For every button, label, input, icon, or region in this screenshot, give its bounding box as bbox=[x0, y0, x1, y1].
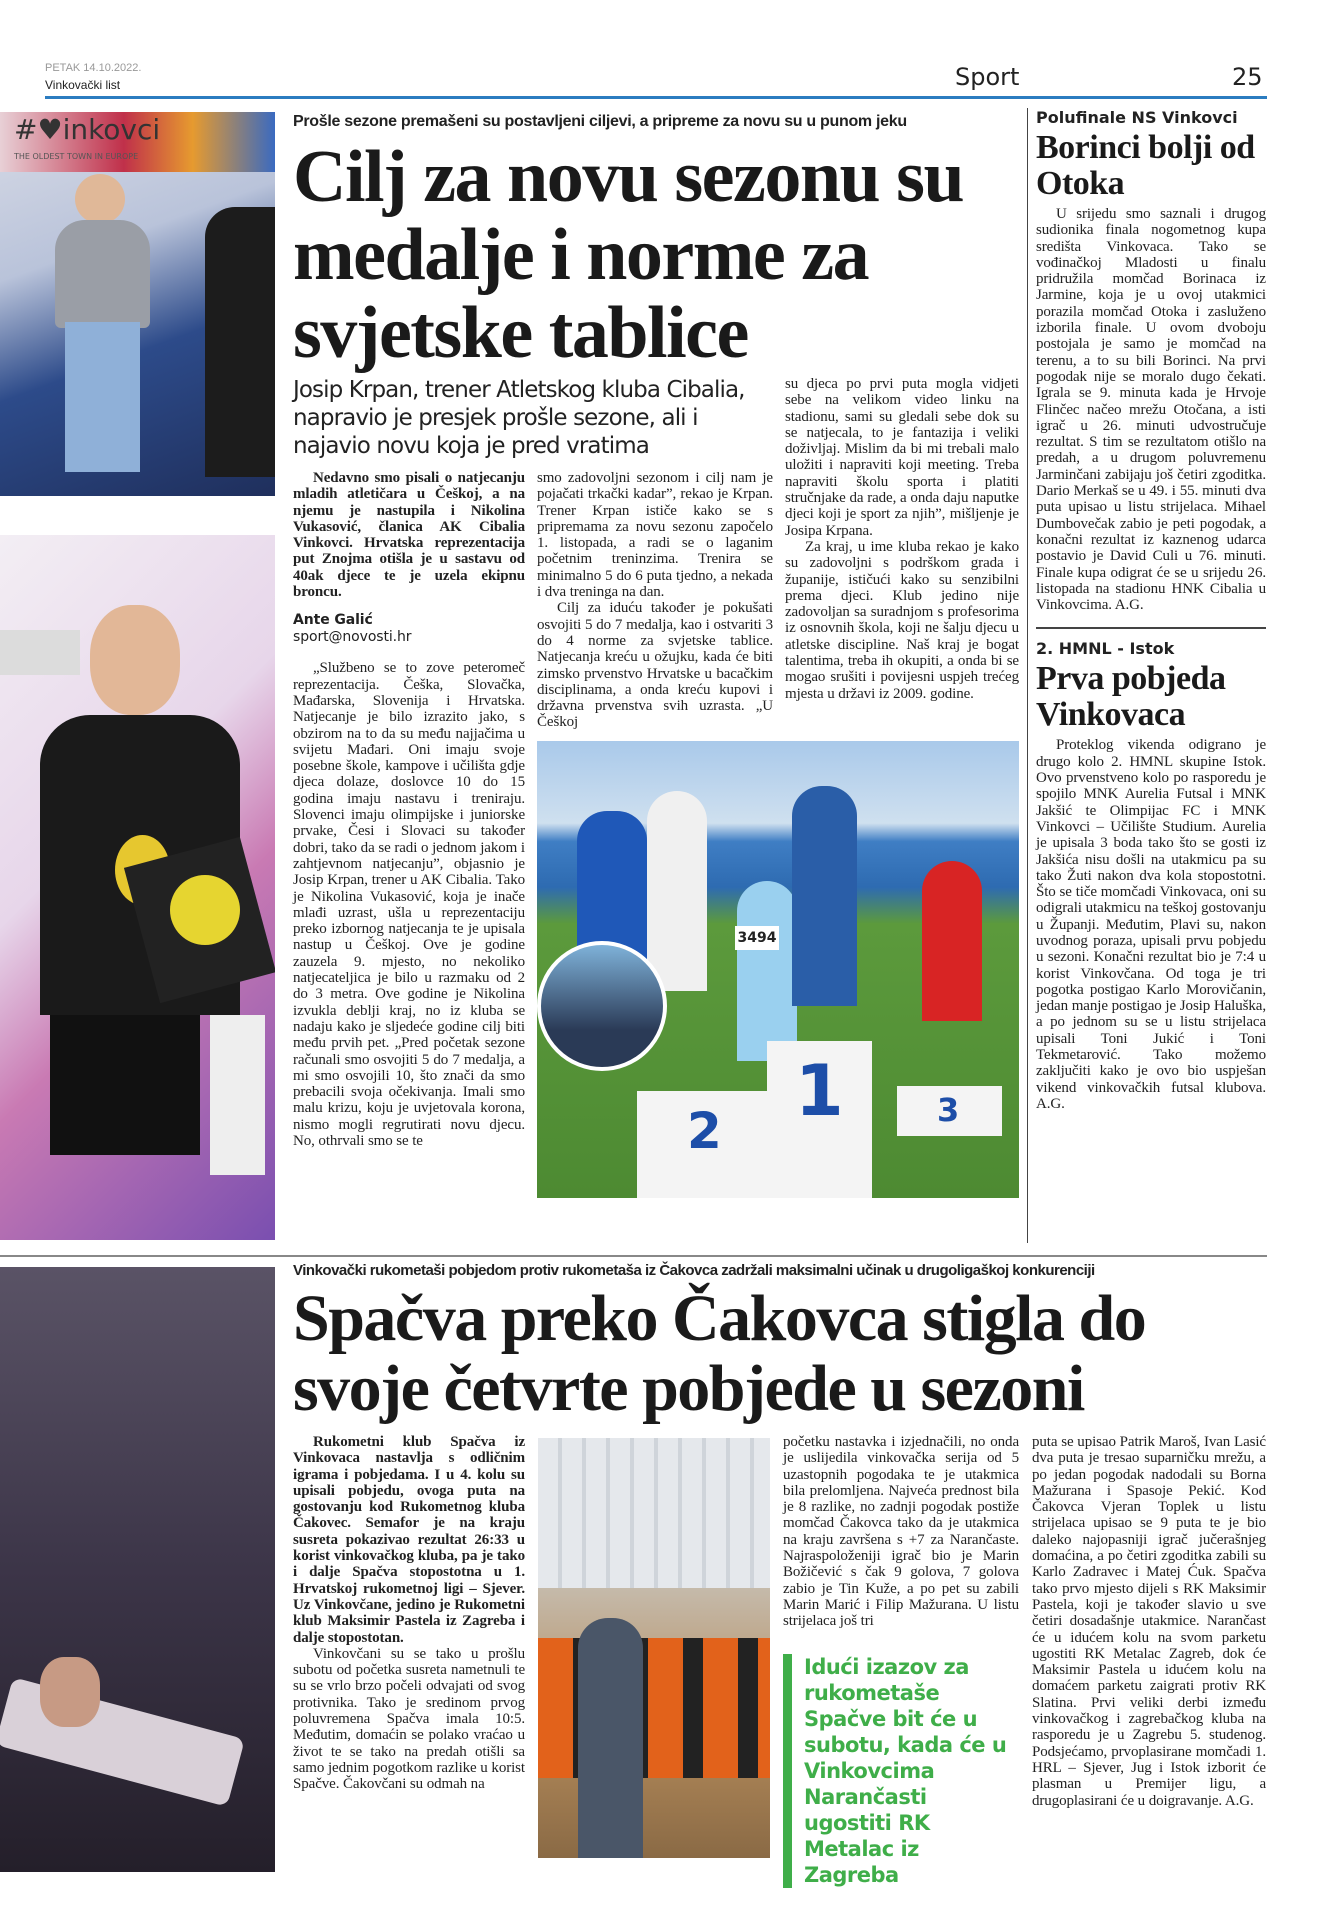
paragraph: „Službeno se to zove peteromeč reprezentacija. Češka, Slovačka, Mađarska, Slovenija i Hrvatska. Natjecanje je bilo izrazito jako, s obzirom na to da su među najjačima u svijetu Mađari. Oni imaju svoje posebne škole, kampove i učilišta gdje djeca dolaze, doslovce 10 do 15 godina imaju nastavu i treniraju. Slovenci imaju olimpijske i juniorske prvake, Česi i Slovaci su također dobri, tako da se radi o jednom jakom i zahtjevnom natjecanju”, objasnio je Josip Krpan, trener u AK Cibalia. Tako je Nikolina Vukasović, koja je inače mlađi uzrast, ušla u reprezentaciju preko izbornog natjecanja te je upisala nastup u Češkoj. Ove je godine zauzela 9. mjesto, no nekoliko natjecateljica je bilo u razmaku od 2 do 3 metra. Ove godine je Nikolina izvukla deblji kraj, no iz kluba se nadaju kako je sljedeće godine cilj biti među prvih pet. „Pred početak sezone računali smo osvojiti 5 do 7 medalja, a mi smo osvojili 10, što znači da smo prebacili svoja očekivanja. Imali smo malu krizu, koju je uvjetovala korona, nismo mogli regrutirati novu djecu. No, othrvali smo se te bbox=[293, 660, 525, 1149]
side-kicker-2: 2. HMNL - Istok bbox=[1036, 639, 1175, 659]
bottom-column-4 bbox=[1032, 1434, 1266, 1809]
side-article-1 bbox=[1036, 206, 1266, 613]
podium-place-1: 1 bbox=[795, 1049, 844, 1132]
page-header bbox=[0, 0, 1326, 108]
bottom-column-3-wrap bbox=[783, 1434, 1019, 1888]
podium-place-3: 3 bbox=[937, 1090, 960, 1129]
page-number: 25 bbox=[1232, 63, 1263, 91]
top-section bbox=[0, 108, 1267, 1243]
article-column-3 bbox=[785, 376, 1019, 702]
section-title: Sport bbox=[955, 63, 1020, 91]
article-column-2 bbox=[537, 470, 773, 731]
photo-athlete-award bbox=[0, 112, 275, 496]
bottom-column-3 bbox=[783, 1434, 1019, 1630]
paragraph: Za kraj, u ime kluba rekao je kako su zadovoljni s podrškom grada i županije, ističući kako su senzibilni prema djeci. Klub jedino nije zadovoljan sa suradnjom s profesorima iz osnovnih škola, koji ne šalju djecu u atletske discipline. Naš kraj je bogat talentima, treba ih okupiti, a onda bi se mogao srušiti i povijesni uspjeh trećeg mjesta u državi iz 2009. godine. bbox=[785, 538, 1019, 702]
side-divider bbox=[1036, 627, 1266, 629]
author-name: Ante Galić bbox=[293, 612, 373, 629]
bottom-body-grid bbox=[293, 1434, 1267, 1888]
section-divider bbox=[0, 1255, 1267, 1257]
article-body-grid bbox=[293, 376, 1020, 1198]
paragraph: smo zadovoljni sezonom i cilj nam je pojačati trkački kadar”, rekao je Krpan. Trener Krpan ističe kako se s pripremama za novu sezonu započelo 1. listopada, a radi se o laganim početnim treninzima. Trenira se minimalno 5 do 6 puta tjedno, a nekada i dva treninga na dan. bbox=[537, 470, 773, 601]
photo-podium bbox=[537, 741, 1019, 1198]
article-lead: Nedavno smo pisali o natjecanju mladih atletičara u Češkoj, a na njemu je nastupila i Nikolina Vukasović, članica AK Cibalia Vinkovci. Hrvatska reprezentacija put Znojma otišla je u sastavu od 40ak djece te je uzela ekipnu broncu. bbox=[293, 470, 525, 601]
side-headline-1: Borinci bolji od Otoka bbox=[1036, 129, 1255, 202]
photo-runner-medal bbox=[0, 535, 275, 1240]
bottom-article bbox=[293, 1261, 1267, 1888]
bottom-lead: Rukometni klub Spačva iz Vinkovaca nastavlja s odličnim igrama i pobjedama. I u 4. kolu su upisali pobjedu, ovoga puta na gostovanju kod Rukometnog kluba Čakovec. Semafor je na kraju susreta pokazivao rezultat 26:33 u korist vinkovačkog kluba, pa je tako i dalje Spačva stopostotna u 1. Hrvatskoj rukometnoj ligi – Sjever. Uz Vinkovčane, jedino je Rukometni klub Maksimir Pastela iz Zagreba i dalje stopostotan. bbox=[293, 1434, 525, 1646]
header-rule bbox=[45, 96, 1267, 99]
article-headline: Cilj za novu sezonu su medalje i norme za svjetske tablice bbox=[293, 136, 964, 374]
side-kicker-1: Polufinale NS Vinkovci bbox=[1036, 108, 1238, 127]
paragraph: početku nastavka i izjednačili, no onda je uslijedila vinkovačka serija od 5 uzastopnih pogodaka te je utakmica bila prelomljena. Najveća prednost bila je 8 razlike, no zadnji pogodak postiže momčad Čakovca tako da je utakmica na kraju završena s +7 za Narančaste. Najraspoloženiji igrač bio je Marin Božičević s čak 9 golova, 7 golova zabio je Tin Kuže, a po pet su zabili Marin Marić i Filip Mažurana. U listu strijelaca još tri bbox=[783, 1434, 1019, 1630]
side-headline-2: Prva pobjeda Vinkovaca bbox=[1036, 660, 1226, 734]
author-email[interactable]: sport@novosti.hr bbox=[293, 629, 412, 646]
paragraph: Vinkovčani su se tako u prošlu subotu od početka susreta nametnuli te su se vrlo brzo počeli odvajati od svog protivnika. Tako je sredinom prvog poluvremena Spačva imala 10:5. Međutim, domaćin se polako vraćao u život te se tako na predah otišli sa samo jednim pogotkom razlike u korist Spačve. Čakovčani su odmah na bbox=[293, 1645, 525, 1793]
photo-banner-logo: #♥inkovci bbox=[14, 113, 161, 146]
side-article-2 bbox=[1036, 737, 1266, 1112]
photo-banner-tagline: THE OLDEST TOWN IN EUROPE bbox=[14, 152, 139, 161]
photo-inset-circle bbox=[537, 941, 667, 1071]
bottom-kicker: Vinkovački rukometaši pobjedom protiv rukometaša iz Čakovca zadržali maksimalni učinak u drugoligaškoj konkurenciji bbox=[293, 1262, 1095, 1279]
paragraph: U srijedu smo saznali i drugog sudionika finala nogometnog kupa središta Vinkovaca. Tako se vođinačkoj Mladosti u finalu pridružila momčad Borinaca iz Jarmine, koja je u ovoj utakmici porazila momčad Otoka i zasluženo izborila finale. U ovom dvoboju postojala je samo je momčad na terenu, a to su bili Borinci. Na prvi pogodak nije se moralo dugo čekati. Igrala se 9. minuta kada je Hrvoje Flinčec načeo mrežu Otočana, a isti igrač u 26. minuti udvostručuje rezultat. S tim se rezultatom otišlo na predah, a u drugom poluvremenu Jarminčani zabijaju još četiri zgoditka. Dario Merkaš se u 49. i 55. minuti dva puta upisao u listu strijelaca. Mihael Dumbovečak zabio je peti pogodak, a konačni rezultat iz kaznenog udarca postavio je David Culi u 76. minuti. Finale kupa odigrat će se u srijedu 26. listopada na stadionu HNK Cibalia u Vinkovcima. A.G. bbox=[1036, 206, 1266, 614]
bottom-section bbox=[0, 1261, 1267, 1888]
paper-name: Vinkovački list bbox=[45, 78, 121, 92]
left-photo-column bbox=[0, 108, 275, 1240]
article-kicker: Prošle sezone premašeni su postavljeni ciljevi, a pripreme za novu su u punom jeku bbox=[293, 113, 907, 130]
paragraph: su djeca po prvi puta mogla vidjeti sebe na velikom video linku na stadionu, sami su gledali sebe dok su se natjecala, to je fantazija i veliki doživljaj. Mislim da bi mi trebali malo uložiti i napraviti koji meeting. Treba napraviti školu sporta i platiti stručnjake da rade, a onda daju naputke djeci koji je sport za njih”, mišljenje je Josipa Krpana. bbox=[785, 376, 1019, 539]
photo-handball-team bbox=[538, 1438, 770, 1858]
race-bib: 3494 bbox=[735, 926, 779, 950]
issue-date: PETAK 14.10.2022. bbox=[45, 62, 142, 74]
bottom-column-1 bbox=[293, 1434, 525, 1793]
right-column bbox=[1027, 108, 1266, 1243]
paragraph: puta se upisao Patrik Maroš, Ivan Lasić dva puta je tresao suparničku mrežu, a po jedan pogodak nadodali su Borna Mažurana i Spasoje Pekić. Kod Čakovca Vjeran Toplek u listu strijelaca upisao se 9 puta te je bio daleko najopasniji igrač jučerašnjeg domaćina, a po četiri zgoditka zabili su Karlo Zadravec i Matej Ćuk. Spačva tako prvo mjesto dijeli s RK Maksimir Pastela, koji je također slavio u sve četiri dosadašnje utakmice. Narančast će u idućem kolu na svom parketu ugostiti RK Metalac Zagreb, dok će Maksimir Pastela u idućem kolu na domaćem parketu zaigrati protiv RK Slatina. Prvi veliki derbi između vinkovačkog i zagrebačkog kluba na rasporedu je u Zagrebu 5. studenog. Podsjećamo, prvoplasirane momčadi 1. HRL – Sjever, Jug i Istok izborit će plasman u Premijer ligu, a drugoplasirani će u doigravanje. A.G. bbox=[1032, 1434, 1266, 1809]
bottom-headline: Spačva preko Čakovca stigla do svoje četvrte pobjede u sezoni bbox=[293, 1282, 1146, 1425]
paragraph: Proteklog vikenda odigrano je drugo kolo 2. HMNL skupine Istok. Ovo prvenstveno kolo po rasporedu je spojilo MNK Aurelia Futsal i MNK Jakšić te Olimpijac FC i MNK Vinkovci – Učilište Studium. Aurelia je upisala 3 boda tako što se gosti iz Jakšića nisu došli na utakmicu pa su tako Žuti nakon dva kola stopostotni. Što se tiče momčadi Vinkovaca, oni su odigrali utakmicu na teškoj gostovanju u Županji. Međutim, Plavi su, nakon uvodnog poraza, upisali prvu pobjedu u sezoni. Konačni rezultat bio je 7:4 u korist Vinkovčana. Od toga je tri pogotka postigao Karlo Morovičanin, jedan manje postigao je Josip Haluška, a po jednom su se u listu strijelaca upisali Toni Jukić i Toni Tekmetarović. Tako možemo zaključiti kako je ovo bio uspješan vikend vinkovačkih futsal klubova. A.G. bbox=[1036, 737, 1266, 1112]
podium-place-2: 2 bbox=[687, 1101, 722, 1160]
paragraph: Cilj za iduću također je pokušati osvojiti 5 do 7 medalja, kao i ostvariti 3 do 4 norme za svjetske tablice. Natjecanja kreću u ožujku, kada će biti zimsko prvenstvo Hrvatske u bacačkim disciplinama, a onda kreću kupovi i državna prvenstva svih uzrasta. „U Češkoj bbox=[537, 600, 773, 731]
pull-quote: Idući izazov za rukometaše Spačve bit će u subotu, kada će u Vinkovcima Narančasti ugostiti RK Metalac iz Zagreba bbox=[783, 1654, 1019, 1888]
article-column-1 bbox=[293, 470, 525, 1149]
article-subheadline: Josip Krpan, trener Atletskog kluba Cibalia, napravio je presjek prošle sezone, ali i najavio novu koja je pred vratima bbox=[293, 377, 745, 459]
photo-skateboard-night bbox=[0, 1267, 275, 1872]
main-article bbox=[293, 108, 1020, 1198]
